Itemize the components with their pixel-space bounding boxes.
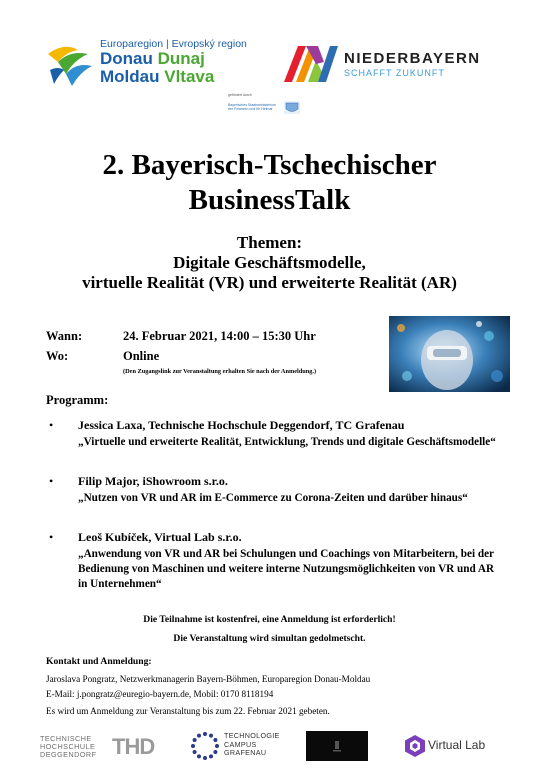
thd-logo (40, 732, 162, 760)
niederbayern-logo (282, 44, 482, 84)
ishowroom-logo (306, 731, 368, 761)
euregio-swoosh-icon (44, 40, 96, 92)
euregio-logo (44, 38, 247, 90)
topics-block (0, 233, 539, 293)
topics-line1: Digitale Geschäftsmodelle, (173, 253, 366, 272)
tc-line3: GRAFENAU (224, 748, 267, 757)
virtual-lab-hexagon-icon (404, 734, 426, 758)
program-talk-2: „Nutzen von VR und AR im E-Commerce zu Corona-Zeiten und darüber hinaus“ (78, 492, 468, 504)
technologie-campus-logo (190, 731, 290, 761)
contact-person: Jaroslava Pongratz, Netzwerkmanagerin Bayern-Böhmen, Europaregion Donau-Moldau (46, 674, 371, 684)
euregio-moldau: Moldau (100, 67, 160, 86)
tc-line2: CAMPUS (224, 739, 257, 749)
funding-notice (228, 93, 308, 115)
thd-line3: DEGGENDORF (40, 750, 97, 759)
contact-email-phone[interactable]: E-Mail: j.pongratz@euregio-bayern.de, Mobil: 0170 8118194 (46, 689, 274, 699)
when-label: Wann: (46, 329, 83, 343)
tc-line1: TECHNOLOGIE (224, 731, 280, 740)
registration-deadline: Es wird um Anmeldung zur Veranstaltung bis zum 22. Februar 2021 gebeten. (46, 706, 330, 716)
event-title-line1: 2. Bayerisch-Tschechischer (102, 149, 437, 181)
topics-line2: virtuelle Realität (VR) und erweiterte Realität (AR) (82, 273, 457, 292)
euregio-donau: Donau (100, 49, 153, 68)
where-label: Wo: (46, 349, 69, 363)
ishowroom-mark-icon (306, 731, 368, 761)
program-label: Programm: (46, 393, 109, 407)
funding-ministry-line2: der Finanzen und für Heimat (228, 107, 273, 111)
euregio-vltava: Vltava (164, 67, 215, 86)
virtual-lab-logo (404, 733, 514, 759)
program-talk-1: „Virtuelle und erweiterte Realität, Entwicklung, Trends und digitale Geschäftsmodelle“ (78, 436, 496, 448)
program-bullet: • (49, 474, 54, 488)
event-title (0, 148, 539, 218)
topics-label: Themen: (236, 233, 303, 252)
euregio-subtitle: Europaregion | Evropský region (100, 38, 247, 50)
thd-line1: TECHNISCHE (40, 734, 92, 743)
niederbayern-mark-icon (282, 44, 340, 84)
program-talk-3: „Anwendung von VR und AR bei Schulungen und Coachings von Mitarbeitern, bei der Bedienung von Maschinen und weitere interne Nutzungsmöglichkeiten von VR und AR in Unternehmen“ (78, 548, 495, 590)
where-value: Online (123, 349, 160, 363)
euregio-dunaj: Dunaj (157, 49, 205, 68)
program-bullet: • (49, 418, 54, 432)
event-title-line2: BusinessTalk (188, 184, 351, 216)
funding-label: gefördert durch (228, 93, 252, 97)
dot-ring-icon (190, 731, 220, 761)
interpretation-note: Die Veranstaltung wird simultan gedolmetscht. (173, 633, 366, 644)
when-value: 24. Februar 2021, 14:00 – 15:30 Uhr (123, 329, 316, 343)
thd-mark: THD (112, 734, 155, 759)
program-speaker-3: Leoš Kubíček, Virtual Lab s.r.o. (78, 530, 242, 544)
access-note: (Den Zugangslink zur Veranstaltung erhalten Sie nach der Anmeldung.) (123, 368, 317, 375)
funding-ministry-line1: Bayerisches Staatsministerium (228, 103, 276, 107)
virtual-lab-name: Virtual Lab (428, 738, 486, 752)
contact-label: Kontakt und Anmeldung: (46, 656, 152, 667)
bavarian-crest-icon (284, 101, 300, 114)
free-participation-note: Die Teilnahme ist kostenfrei, eine Anmeldung ist erforderlich! (143, 614, 396, 625)
niederbayern-title: NIEDERBAYERN (344, 50, 481, 67)
program-speaker-2: Filip Major, iShowroom s.r.o. (78, 474, 228, 488)
program-bullet: • (49, 530, 54, 544)
thd-line2: HOCHSCHULE (40, 742, 96, 751)
niederbayern-slogan: SCHAFFT ZUKUNFT (344, 68, 445, 78)
program-speaker-1: Jessica Laxa, Technische Hochschule Deggendorf, TC Grafenau (78, 418, 405, 432)
vr-headset-photo (389, 316, 510, 392)
